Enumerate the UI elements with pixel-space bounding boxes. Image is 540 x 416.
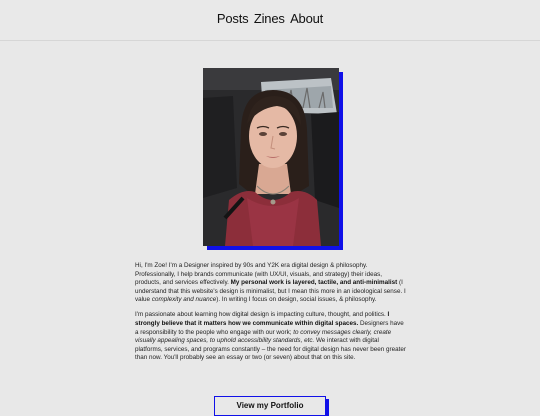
intro-p1-bold: My personal work is layered, tactile, and anti-minimalist — [230, 279, 398, 287]
intro-p2-text-e: We interact with digital platforms, services, and programs constantly – the need for digital design has never been greater than now. You'll probably see an essay or two (or seven) about that on this site. — [135, 337, 406, 362]
view-portfolio-button[interactable]: View my Portfolio — [214, 396, 326, 416]
portrait-photo — [203, 68, 339, 246]
profile-photo-frame — [203, 68, 339, 246]
intro-p2-bold: I strongly believe that it matters how we communicate within digital spaces. — [135, 311, 390, 328]
nav-zines-link[interactable]: Zines — [253, 11, 285, 26]
intro-paragraph-2 — [135, 311, 407, 363]
intro-p1-italic: complexity and nuance — [151, 296, 217, 304]
nav-about-link[interactable]: About — [290, 11, 324, 26]
intro-p1-text-c: (I understand that this website's design is minimalist, but I mean this more in an ideological sense. I value — [135, 279, 406, 304]
intro-p1-text-e: ). In writing I focus on design, social issues, & philosophy. — [216, 296, 377, 304]
intro-text — [135, 262, 407, 370]
intro-paragraph-1 — [135, 262, 407, 305]
main-nav — [0, 11, 540, 26]
nav-posts-link[interactable]: Posts — [216, 11, 249, 26]
intro-p2-text-c: Designers have a responsibility to the people who engage with our work; — [135, 320, 404, 336]
intro-p2-italic: to convey messages clearly, create visually appealing spaces, to uphold accessibility standards, etc. — [135, 328, 392, 345]
intro-p2-text-a: I'm passionate about learning how digital design is impacting culture, thought, and politics. — [135, 311, 388, 319]
site-header — [0, 0, 540, 41]
intro-p1-text-a: Hi, I'm Zoe! I'm a Designer inspired by 90s and Y2K era digital design & philosophy. Professionally, I help brands communicate (with UX/UI, visuals, and strategy) their ideas, products, and services effectively. — [135, 262, 382, 287]
